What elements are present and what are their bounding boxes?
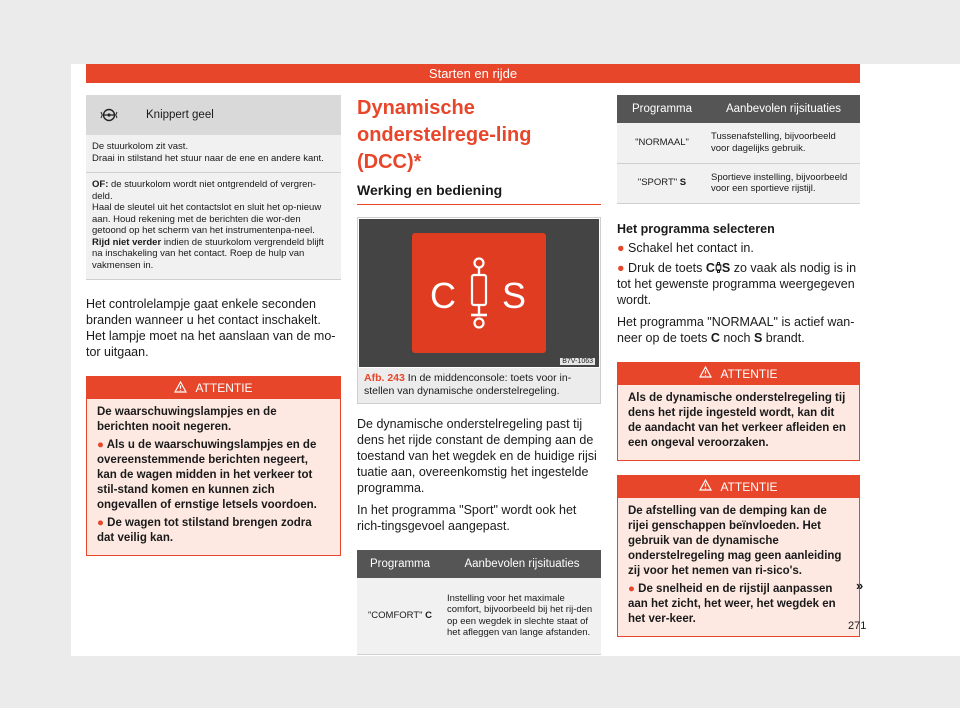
warning-title: ATTENTIE — [720, 366, 778, 381]
situation-cell: Tussenafstelling, bijvoorbeeld voor dagelijks gebruik. — [707, 123, 860, 163]
table-header: Aanbevolen rijsituaties — [707, 95, 860, 123]
warning-bullet-text: De wagen tot stilstand brengen zodra dat veilig kan. — [97, 517, 312, 544]
indicator-row — [86, 173, 341, 280]
warning-header — [87, 377, 340, 399]
column-right — [617, 95, 860, 637]
indicator-row — [86, 135, 341, 173]
table-row — [357, 578, 601, 654]
caption-text: In de middenconsole: toets voor in-stellen van dynamische onderstelregeling. — [364, 372, 572, 397]
step-text: Druk de toets — [628, 260, 703, 275]
step-text: Schakel het contact in. — [628, 240, 754, 255]
table-header: Programma — [357, 550, 443, 578]
para-text: noch — [723, 330, 751, 345]
row-text-part: indien de stuurkolom vergrendeld blijft na inschakeling van het contact. Roep de hulp van vakmensen in. — [92, 236, 324, 271]
warning-triangle-icon — [699, 479, 712, 494]
row-text: Draai in stilstand het stuur naar de ene en andere kant. — [92, 152, 324, 164]
column-left — [86, 95, 341, 556]
indicator-table-header — [86, 95, 341, 135]
warning-header — [618, 363, 859, 385]
program-key: C — [425, 610, 433, 621]
program-key: S — [679, 177, 687, 189]
warning-title: ATTENTIE — [720, 479, 778, 494]
warning-bullet: ● De wagen tot stilstand brengen zodra dat veilig kan. — [97, 517, 312, 544]
steering-lock-icon — [100, 108, 118, 122]
warning-triangle-icon — [699, 366, 712, 381]
situation-cell: Instelling voor het maximale comfort, bijvoorbeeld bij het rij-den op een wegdek in slechte staat of het afleggen van lange afstanden. — [443, 578, 601, 654]
row-text: Haal de sleutel uit het contactslot en sluit het op-nieuw aan. Houd rekening met de berichten die wor-den getoond op het scherm van het instrumentenpa-neel. — [92, 202, 322, 236]
column-middle — [357, 95, 601, 655]
program-name: "NORMAAL" — [635, 137, 689, 148]
section-title: Het programma selecteren — [617, 221, 775, 236]
program-table — [617, 95, 860, 204]
warning-body — [87, 399, 340, 555]
warning-text: Als de dynamische onderstelregeling tij dens het rijde ingesteld wordt, kan dit de aandacht van het verkeer afleiden en een ongeval veroorzaken. — [628, 391, 846, 449]
row-text: De stuurkolom zit vast. — [92, 141, 189, 152]
row-text — [92, 237, 335, 272]
table-header: Aanbevolen rijsituaties — [443, 550, 601, 578]
continue-mark: » — [856, 578, 864, 593]
warning-bullet-text: De snelheid en de rijstijl aanpassen aan het zicht, het weer, het wegdek en het ver-keer. — [628, 582, 836, 625]
body-paragraph — [617, 314, 860, 346]
page-number: 271 — [848, 620, 867, 632]
figure-code: B7V-1063 — [562, 358, 593, 365]
row-text — [92, 179, 335, 202]
warning-box — [86, 376, 341, 556]
shock-absorber-icon — [468, 257, 490, 334]
program-table — [357, 550, 601, 655]
warning-bullet: ● Als u de waarschuwingslampjes en de overeenstemmende berichten negeert, kan de wagen midden in het verkeer tot stil-stand komen en kunnen zich ongevallen of ernstige letsels voordoen. — [97, 439, 317, 511]
warning-header — [618, 476, 859, 498]
warning-bullet: ● De snelheid en de rijstijl aanpassen aan het zicht, het weer, het wegdek en het ver-keer. — [628, 582, 836, 625]
row-text-part: de stuurkolom wordt niet ontgrendeld of vergren-deld. — [92, 179, 316, 202]
key-c: C — [710, 330, 720, 345]
figure-image — [359, 219, 599, 367]
body-paragraph: In het programma "Sport" wordt ook het rich-tingsgevoel aangepast. — [357, 503, 577, 533]
step-bullet: ● Schakel het contact in. — [617, 240, 754, 255]
figure-label: Afb. 243 — [364, 372, 405, 384]
dcc-key-icon: C S — [705, 260, 731, 275]
program-name: "COMFORT" — [367, 610, 423, 621]
warning-triangle-icon — [174, 381, 187, 396]
situation-cell: Sportieve instelling, bijvoorbeeld voor een sportieve rijstijl. — [707, 163, 860, 203]
para-text: brandt. — [765, 330, 805, 345]
key-s: S — [753, 330, 763, 345]
step-bullet: ● Druk de toets C S zo vaak als nodig is in tot het gewenste programma weergegeven wordt. — [617, 260, 857, 307]
program-cell — [357, 578, 443, 654]
program-cell — [617, 163, 707, 203]
figure — [357, 217, 601, 404]
letter-s: S — [502, 275, 527, 316]
body-paragraph: Het controlelampje gaat enkele seconden branden wanneer u het contact inschakelt. Het lampje moet na het aanslaan van de mo-tor uitgaan. — [86, 297, 336, 359]
warning-intro: De afstelling van de demping kan de rijei genschappen beïnvloeden. Het gebruik van de dynamische onderstelregeling mag geen aanleiding zij voor het nemen van ri-sico's. — [628, 504, 842, 577]
section-subtitle: Werking en bediening — [357, 182, 601, 205]
warning-box — [617, 475, 860, 637]
or-label: OF: — [92, 179, 109, 190]
program-name: "SPORT" — [637, 177, 678, 189]
page-title: Dynamische onderstelrege-ling (DCC)* — [357, 97, 532, 173]
warning-intro: De waarschuwingslampjes en de berichten nooit negeren. — [97, 406, 277, 433]
warning-box — [617, 362, 860, 461]
indicator-label: Knippert geel — [146, 109, 214, 121]
para-text: Het programma "NORMAAL" is actief wan-neer op de toets — [617, 314, 855, 345]
step-text: zo vaak als nodig is in tot het gewenste programma weergegeven wordt. — [617, 260, 857, 307]
warning-bullet-text: Als u de waarschuwingslampjes en de overeenstemmende berichten negeert, kan de wagen midden in het verkeer tot stil-stand komen en kunnen zich ongevallen of ernstige letsels voordoen. — [97, 439, 317, 511]
dcc-button-illustration — [412, 233, 546, 353]
figure-caption — [358, 368, 600, 403]
warning-title: ATTENTIE — [195, 381, 253, 395]
letter-c: C — [430, 275, 456, 316]
warning-body — [618, 385, 859, 460]
table-header: Programma — [617, 95, 707, 123]
table-row — [617, 123, 860, 163]
bold-phrase: Rijd niet verder — [92, 236, 162, 248]
section-header: Starten en rijde — [86, 64, 860, 83]
table-row — [617, 163, 860, 203]
program-cell — [617, 123, 707, 163]
body-paragraph: De dynamische onderstelregeling past tij dens het rijde constant de demping aan de toestand van het wegdek en de huidige rijsi tuatie aan, overeenkomstig het ingestelde programma. — [357, 417, 597, 495]
warning-body — [618, 498, 859, 636]
